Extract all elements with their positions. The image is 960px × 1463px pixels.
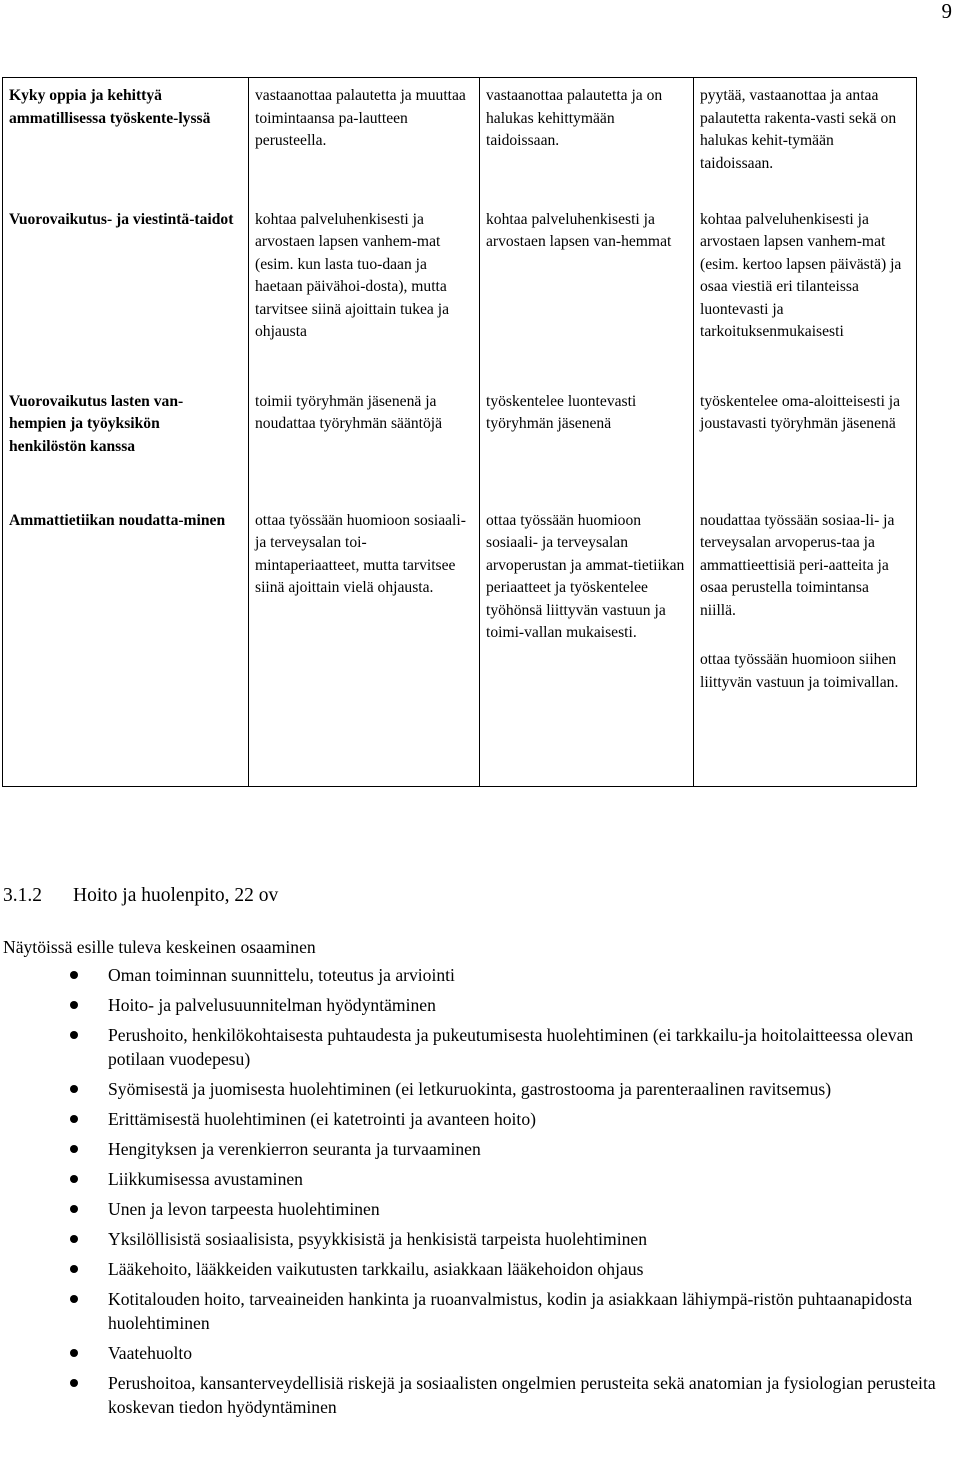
- bullet-icon: [70, 1295, 78, 1303]
- criterion-cell: Vuorovaikutus- ja viestintä-taidot: [3, 202, 249, 384]
- list-item: [0, 1137, 950, 1161]
- level-cell: [694, 503, 917, 787]
- criterion-cell: Vuorovaikutus lasten van-hempien ja työyksikön henkilöstön kanssa: [3, 384, 249, 503]
- bullet-icon: [70, 1205, 78, 1213]
- bullet-icon: [70, 1085, 78, 1093]
- level-cell: pyytää, vastaanottaa ja antaa palautetta rakenta-vasti sekä on halukas kehit-tymään taidoissaan.: [694, 78, 917, 202]
- list-item-text: Oman toiminnan suunnittelu, toteutus ja arviointi: [108, 965, 455, 985]
- list-item-text: Hengityksen ja verenkierron seuranta ja turvaaminen: [108, 1139, 481, 1159]
- section-number: 3.1.2: [3, 885, 42, 906]
- level-cell: kohtaa palveluhenkisesti ja arvostaen lapsen van-hemmat: [480, 202, 694, 384]
- bullet-icon: [70, 1001, 78, 1009]
- level-cell: ottaa työssään huomioon sosiaali- ja terveysalan toi-mintaperiaatteet, mutta tarvitsee siinä ajoittain vielä ohjausta.: [249, 503, 480, 787]
- list-item-text: Syömisestä ja juomisesta huolehtiminen (ei letkuruokinta, gastrostooma ja parenteraalinen ravitsemus): [108, 1079, 832, 1099]
- list-item-text: Yksilöllisistä sosiaalisista, psyykkisistä ja henkisistä tarpeista huolehtiminen: [108, 1229, 647, 1249]
- list-item-text: Perushoitoa, kansanterveydellisiä riskejä ja sosiaalisten ongelmien perusteita sekä anatomian ja fysiologian perusteita koskevan tiedon hyödyntäminen: [108, 1373, 936, 1417]
- list-item: [0, 1197, 950, 1221]
- level-text: noudattaa työssään sosiaa-li- ja terveysalan arvoperus-taa ja ammattieettisiä peri-aatteita ja osaa perustella toimintansa niillä.: [700, 511, 895, 619]
- list-item-text: Hoito- ja palvelusuunnitelman hyödyntäminen: [108, 995, 436, 1015]
- section-intro: Näytöissä esille tuleva keskeinen osaaminen: [3, 937, 316, 957]
- section-heading: [3, 883, 278, 909]
- list-item: [0, 1287, 950, 1335]
- bullet-icon: [70, 1265, 78, 1273]
- level-extra-note: ottaa työssään huomioon siihen liittyvän vastuun ja toimivallan.: [700, 651, 899, 692]
- bullet-icon: [70, 1175, 78, 1183]
- bullet-icon: [70, 1349, 78, 1357]
- bullet-icon: [70, 971, 78, 979]
- competence-list: [0, 963, 950, 1425]
- bullet-icon: [70, 1235, 78, 1243]
- level-cell: vastaanottaa palautetta ja muuttaa toimintaansa pa-lautteen perusteella.: [249, 78, 480, 202]
- table-row: [3, 384, 917, 503]
- list-item-text: Unen ja levon tarpeesta huolehtiminen: [108, 1199, 380, 1219]
- level-cell: työskentelee luontevasti työryhmän jäsenenä: [480, 384, 694, 503]
- list-item: [0, 1077, 950, 1101]
- list-item: [0, 1257, 950, 1281]
- list-item-text: Perushoito, henkilökohtaisesta puhtaudesta ja pukeutumisesta huolehtiminen (ei tarkkailu-ja hoitolaitteessa olevan potilaan vuodepesu): [108, 1025, 914, 1069]
- bullet-icon: [70, 1379, 78, 1387]
- list-item: [0, 1341, 950, 1365]
- list-item-text: Kotitalouden hoito, tarveaineiden hankinta ja ruoanvalmistus, kodin ja asiakkaan lähiympä-ristön puhtaanapidosta huolehtiminen: [108, 1289, 913, 1333]
- list-item: [0, 963, 950, 987]
- list-item-text: Lääkehoito, lääkkeiden vaikutusten tarkkailu, asiakkaan lääkehoidon ohjaus: [108, 1259, 644, 1279]
- list-item-text: Vaatehuolto: [108, 1343, 193, 1363]
- page-number: 9: [941, 0, 952, 23]
- level-cell: toimii työryhmän jäsenenä ja noudattaa työryhmän sääntöjä: [249, 384, 480, 503]
- assessment-criteria-table: [2, 77, 917, 787]
- level-cell: työskentelee oma-aloitteisesti ja joustavasti työryhmän jäsenenä: [694, 384, 917, 503]
- list-item: [0, 993, 950, 1017]
- level-cell: kohtaa palveluhenkisesti ja arvostaen lapsen vanhem-mat (esim. kun lasta tuo-daan ja haetaan päivähoi-dosta), mutta tarvitsee siinä ajoittain tukea ja ohjausta: [249, 202, 480, 384]
- table-row: [3, 78, 917, 202]
- list-item: [0, 1371, 950, 1419]
- criterion-cell: Kyky oppia ja kehittyä ammatillisessa työskente-lyssä: [3, 78, 249, 202]
- level-cell: vastaanottaa palautetta ja on halukas kehittymään taidoissaan.: [480, 78, 694, 202]
- bullet-icon: [70, 1031, 78, 1039]
- section-title: Hoito ja huolenpito, 22 ov: [73, 885, 279, 906]
- list-item: [0, 1023, 950, 1071]
- bullet-icon: [70, 1145, 78, 1153]
- list-item: [0, 1107, 950, 1131]
- list-item-text: Erittämisestä huolehtiminen (ei katetrointi ja avanteen hoito): [108, 1109, 536, 1129]
- level-cell: ottaa työssään huomioon sosiaali- ja terveysalan arvoperustan ja ammat-tietiikan periaatteet ja työskentelee työhönsä liittyvän vastuun ja toimi-vallan mukaisesti.: [480, 503, 694, 787]
- table-row: [3, 202, 917, 384]
- list-item: [0, 1227, 950, 1251]
- criterion-cell: Ammattietiikan noudatta-minen: [3, 503, 249, 787]
- table-row: [3, 503, 917, 787]
- level-cell: kohtaa palveluhenkisesti ja arvostaen lapsen vanhem-mat (esim. kertoo lapsen päivästä) ja osaa viestiä eri tilanteissa luontevasti ja tarkoituksenmukaisesti: [694, 202, 917, 384]
- bullet-icon: [70, 1115, 78, 1123]
- list-item: [0, 1167, 950, 1191]
- list-item-text: Liikkumisessa avustaminen: [108, 1169, 303, 1189]
